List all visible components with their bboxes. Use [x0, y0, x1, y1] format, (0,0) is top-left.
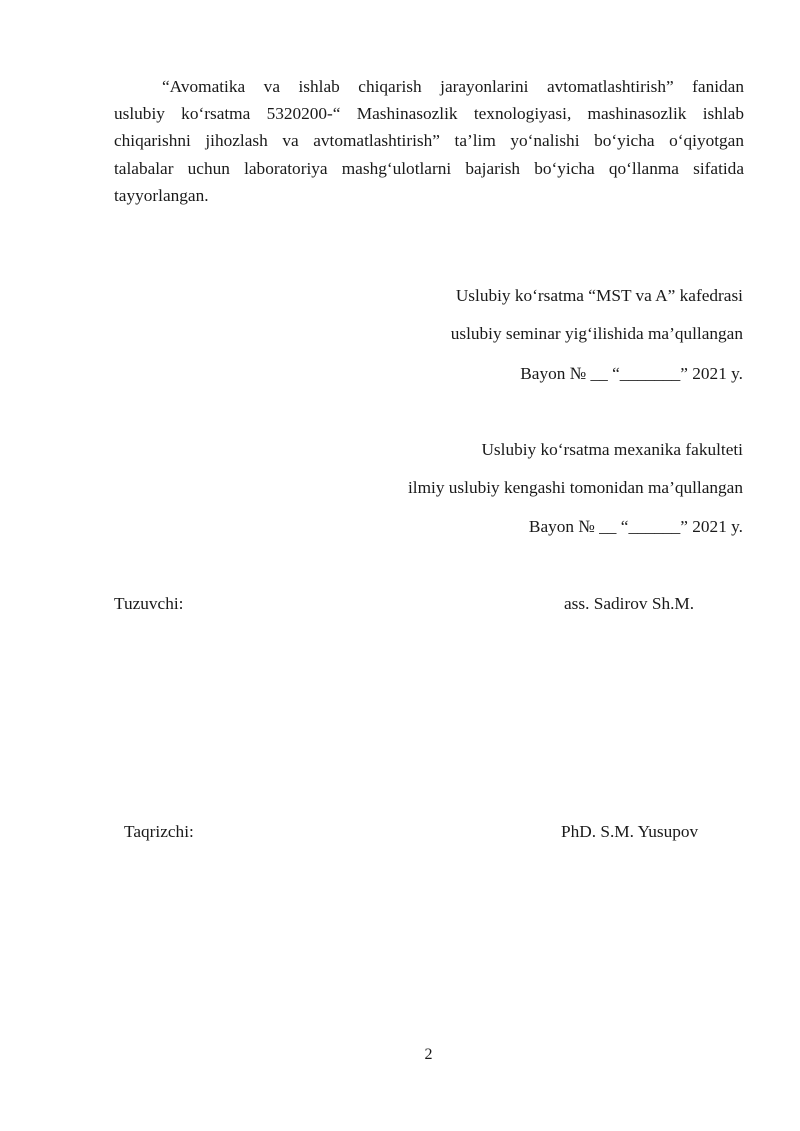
- approval1-line1: Uslubiy ko‘rsatma “MST va A” kafedrasi: [455, 286, 743, 305]
- approval1-line3: Bayon № __ “_______” 2021 y.: [520, 364, 743, 383]
- approval2-line3: Bayon № __ “______” 2021 y.: [528, 517, 743, 536]
- approval1-line2: uslubiy seminar yig‘ilishida ma’qullangan: [450, 324, 743, 343]
- compiler-name: ass. Sadirov Sh.M.: [564, 594, 695, 613]
- reviewer-name: PhD. S.M. Yusupov: [561, 822, 699, 841]
- intro-line: tayyorlangan.: [114, 185, 209, 205]
- approval2-line2: ilmiy uslubiy kengashi tomonidan ma’qullangan: [407, 478, 743, 497]
- intro-line: chiqarishni jihozlash va avtomatlashtirish” ta’lim yo‘nalishi bo‘yicha o‘qiyotgan: [114, 131, 744, 151]
- intro-paragraph: [114, 73, 744, 209]
- intro-line: uslubiy ko‘rsatma 5320200-“ Mashinasozlik texnologiyasi, mashinasozlik ishlab: [114, 104, 744, 124]
- intro-line: talabalar uchun laboratoriya mashg‘ulotlarni bajarish bo‘yicha qo‘llanma sifatida: [114, 158, 744, 178]
- reviewer-label: Taqrizchi:: [124, 822, 194, 841]
- intro-line: “Avomatika va ishlab chiqarish jarayonlarini avtomatlashtirish” fanidan: [162, 77, 744, 96]
- page-number: 2: [424, 1046, 433, 1063]
- approval2-line1: Uslubiy ko‘rsatma mexanika fakulteti: [481, 440, 743, 459]
- compiler-label: Tuzuvchi:: [114, 594, 184, 613]
